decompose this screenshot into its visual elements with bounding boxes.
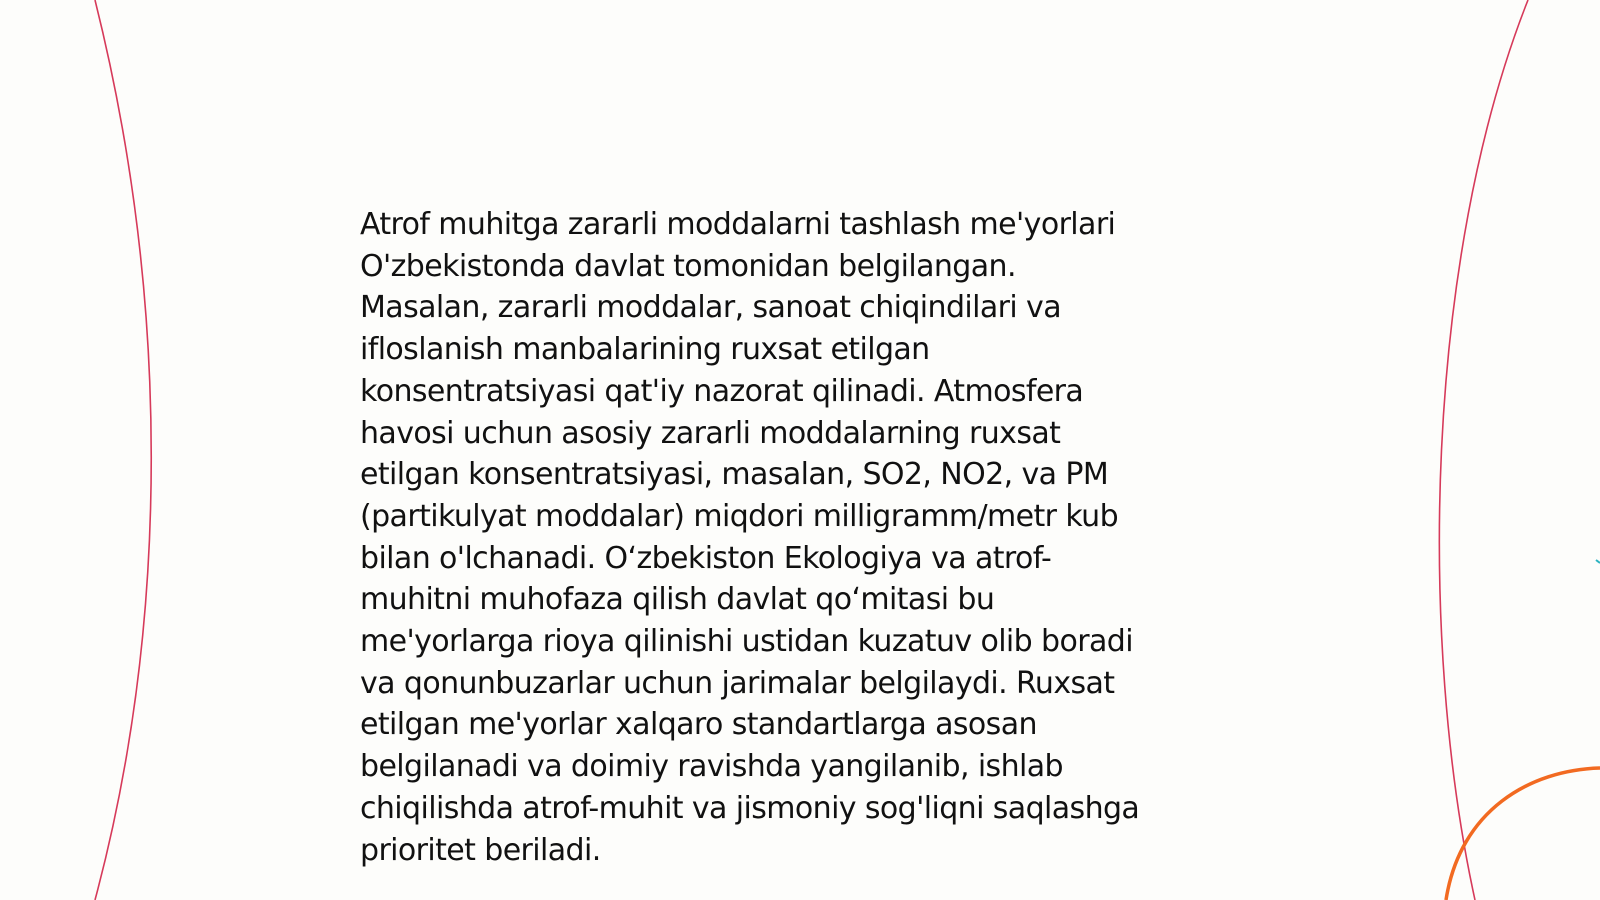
left-curve-line [95, 0, 151, 900]
orange-arc [1446, 768, 1600, 900]
right-curve-line [1439, 0, 1528, 900]
body-paragraph: Atrof muhitga zararli moddalarni tashlash me'yorlari O'zbekistonda davlat tomonidan belgilangan. Masalan, zararli moddalar, sanoat chiqindilari va ifloslanish manbalarining ruxsat etilgan konsentratsiyasi qat'iy nazorat qilinadi. Atmosfera havosi uchun asosiy zararli moddalarning ruxsat etilgan konsentratsiyasi, masalan, SO2, NO2, va PM (partikulyat moddalar) miqdori milligramm/metr kub bilan o'lchanadi. Oʻzbekiston Ekologiya va atrof- muhitni muhofaza qilish davlat qoʻmitasi bu me'yorlarga rioya qilinishi ustidan kuzatuv olib boradi va qonunbuzarlar uchun jarimalar belgilaydi. Ruxsat etilgan me'yorlar xalqaro standartlarga asosan belgilanadi va doimiy ravishda yangilanib, ishlab chiqilishda atrof-muhit va jismoniy sog'liqni saqlashga prioritet beriladi. [360, 207, 1140, 868]
teal-accent [1596, 560, 1600, 563]
